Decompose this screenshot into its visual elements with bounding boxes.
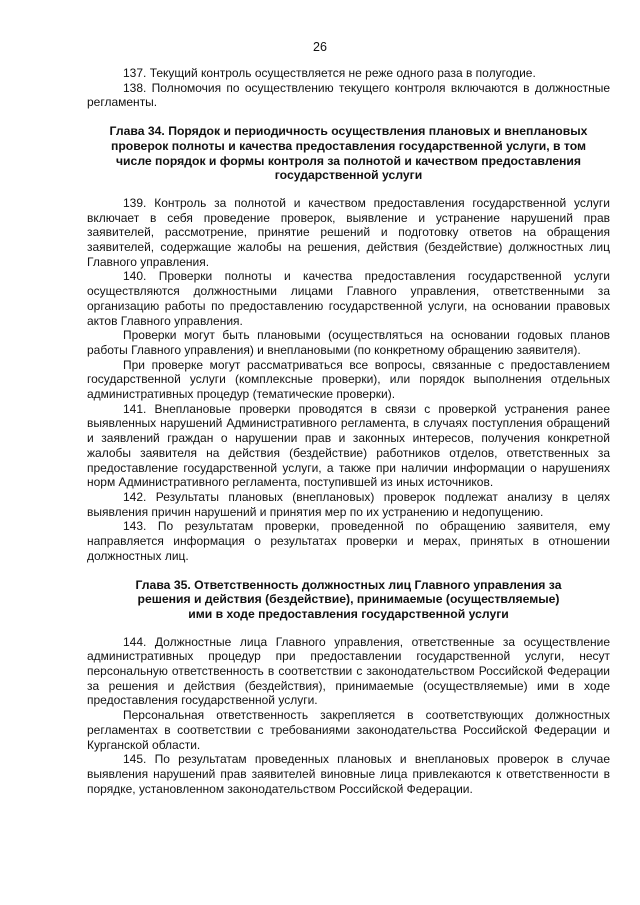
paragraph-140: 140. Проверки полноты и качества предоставления государственной услуги осуществляются должностными лицами Главного управления, ответственными за организацию работы по предоставлению государственной услуги, на основании правовых актов Главного управления.: [87, 269, 610, 328]
document-body: [87, 66, 610, 796]
heading-line: государственной услуги: [274, 168, 423, 183]
paragraph-140-scope: При проверке могут рассматриваться все вопросы, связанные с предоставлением государственной услуги (комплексные проверки), или порядок выполнения отдельных административных процедур (тематические проверки).: [87, 357, 610, 402]
heading-line: проверок полноты и качества предоставления государственной услуги, в том: [110, 138, 587, 153]
page-number: 26: [313, 40, 327, 54]
heading-line: ими в ходе предоставления государственной услуги: [188, 606, 509, 621]
paragraph-145: 145. По результатам проведенных плановых и внеплановых проверок в случае выявления нарушений прав заявителей виновные лица привлекаются к ответственности в порядке, установленном законодательством Российской Федерации.: [87, 752, 610, 796]
paragraph-142: 142. Результаты плановых (внеплановых) проверок подлежат анализу в целях выявления причин нарушений и принятия мер по их устранению и недопущению.: [87, 489, 610, 519]
heading-line: решения и действия (бездействие), принимаемые (осуществляемые): [137, 592, 560, 607]
paragraph-140-types: Проверки могут быть плановыми (осуществляться на основании годовых планов работы Главного управления) и внеплановыми (по конкретному обращению заявителя).: [87, 328, 610, 357]
heading-line: Глава 34. Порядок и периодичность осуществления плановых и внеплановых: [109, 124, 588, 139]
paragraph-138: 138. Полномочия по осуществлению текущего контроля включаются в должностные регламенты.: [87, 80, 610, 110]
paragraph-144-responsibility: Персональная ответственность закрепляется в соответствующих должностных регламентах в соответствии с требованиями законодательства Российской Федерации и Курганской области.: [87, 708, 610, 752]
paragraph-137: 137. Текущий контроль осуществляется не реже одного раза в полугодие.: [123, 66, 536, 80]
paragraph-139: 139. Контроль за полнотой и качеством предоставления государственной услуги включает в себя проведение проверок, выявление и устранение нарушений прав заявителей, рассмотрение, принятие решений и подготовку ответов на обращения заявителей, содержащие жалобы на решения, действия (бездействие) должностных лиц Главного управления.: [87, 195, 610, 269]
chapter-35-heading: [91, 578, 606, 622]
heading-line: Глава 35. Ответственность должностных лиц Главного управления за: [135, 577, 562, 592]
paragraph-141: 141. Внеплановые проверки проводятся в связи с проверкой устранения ранее выявленных нарушений Административного регламента, в случаях поступления обращений и заявлений граждан о нарушении прав и законных интересов, получения конкретной жалобы заявителя на действия (бездействие) работников отделов, ответственных за предоставление государственной услуги, а также при наличии информации о нарушениях норм Административного регламента, поступившей из иных источников.: [87, 401, 610, 490]
paragraph-143: 143. По результатам проверки, проведенной по обращению заявителя, ему направляется информация о результатах проверки и мерах, принятых в отношении должностных лиц.: [87, 519, 610, 563]
paragraph-144: 144. Должностные лица Главного управления, ответственные за осуществление административных процедур при предоставлении государственной услуги, несут персональную ответственность в соответствии с законодательством Российской Федерации за решения и действия (бездействия), принимаемые (осуществляемые) ими в ходе предоставления государственной услуги.: [87, 634, 610, 708]
chapter-34-heading: [91, 124, 606, 183]
heading-line: числе порядок и формы контроля за полнотой и качеством предоставления: [115, 153, 582, 168]
